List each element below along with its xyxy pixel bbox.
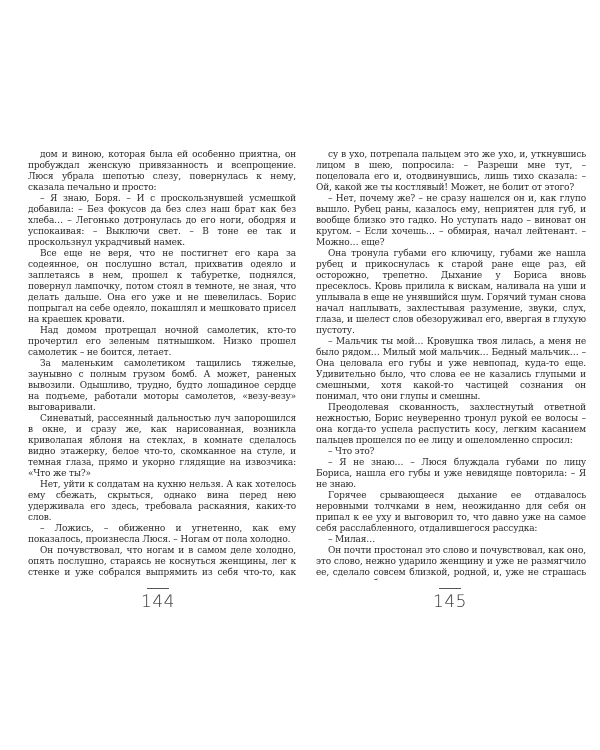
- paragraph: – Нет, почему же? – не сразу нашелся он и, как глупо вышло. Рубец раны, казалось ему, неприятен для губ, и вообще близко это гадко. Но уступать надо – виноват он кругом. – Если хочешь… – обмирая, начал лейтенант. – Можно… еще?: [316, 194, 586, 248]
- left-page: [28, 150, 296, 580]
- paragraph: Синеватый, рассеянный дальностью луч запорошился в окне, и сразу же, как нарисованная, возникла криволапая яблоня на стеклах, в комнате сделалось видно этажерку, белое что-то, скомканное на стуле, и темная глаза, прямо и укорно глядящие на извозчика: «Что же ты?»: [28, 414, 296, 479]
- left-page-text: [28, 150, 296, 580]
- paragraph: Горячее срывающееся дыхание ее отдавалось неровными толчками в нем, неожиданно для себя он припал к ее уху и выговорил то, что давно уже на самое себя расслабленного, отдалившегося рассудка:: [316, 491, 586, 534]
- paragraph: – Мальчик ты мой… Кровушка твоя лилась, а меня не было рядом… Милый мой мальчик… Бедный мальчик… – Она целовала его губы и уже невпопад, куда-то еще. Удивительно было, что слова ее не казались глупыми и смешными, хотя какой-то частицей сознания он понимал, что они глупы и смешны.: [316, 337, 586, 402]
- paragraph: Все еще не веря, что не постигнет его кара за содеянное, он послушно встал, прихватив одеяло и заплетаясь в нем, прошел к табуретке, поднялся, повернул лампочку, потом стоял в темноте, не зная, что делать дальше. Она его уже и не шевелилась. Борис попрыгал на себе одеяло, покашлял и мешковато присел на краешек кровати.: [28, 249, 296, 325]
- page-number: 144: [141, 592, 175, 612]
- paragraph: Над домом протрещал ночной самолетик, кто-то прочертил его зеленым пятнышком. Низко прошел самолетик – не боится, летает.: [28, 326, 296, 358]
- paragraph: За маленьким самолетиком тащились тяжелые, заунывно с полным грузом бомб. А может, раненых вывозили. Одышливо, трудно, будто лошадиное сердце на подъеме, работали моторы самолетов, «везу-везу» выговаривали.: [28, 359, 296, 413]
- right-page: [316, 150, 586, 580]
- paragraph: Он почти простонал это слово и почувствовал, как оно, это слово, нежно ударило женщину и уже не размягчило ее, сделало совсем близкой, родной, и, уже не страшась: [316, 546, 586, 578]
- paragraph: – Я не знаю… – Люся блуждала губами по лицу Бориса, нашла его губы и уже невидяще повторила: – Я не знаю.: [316, 458, 586, 490]
- paragraph: су в ухо, потрепала пальцем это же ухо, и, уткнувшись лицом в шею, попросила: – Разреши мне тут, – поцеловала его и, отодвинувшись, лишь тихо сказала: – Ой, какой же ты костлявый! Может, не болит от этого?: [316, 150, 586, 193]
- paragraph: – Что это?: [328, 447, 375, 457]
- page-number: 145: [433, 592, 467, 612]
- paragraph: дом и виною, которая была ей особенно приятна, он пробуждал женскую привязанность и всепрощение. Люся убрала шепотью слезу, повернулась к нему, сказала печально и просто:: [28, 150, 296, 193]
- paragraph: – Милая…: [328, 535, 376, 545]
- paragraph: Он почувствовал, что ногам и в самом деле холодно, опять послушно, стараясь не коснуться женщины, лег к стенке и уже собрался выпрямить из себя что-то, как: [28, 546, 296, 578]
- folio-rule: [439, 588, 461, 589]
- right-page-text: [316, 150, 586, 580]
- paragraph: Преодолевая скованность, захлестнутый ответной нежностью, Борис неуверенно тронул рукой ее волосы – она когда-то успела распустить косу, легким касанием пальцев прошелся по ее лицу и ошеломленно спросил:: [316, 403, 586, 446]
- folio-rule: [147, 588, 169, 589]
- paragraph: Нет, уйти к солдатам на кухню нельзя. А как хотелось ему сбежать, скрыться, однако вина перед нею удерживала его здесь, требовала раскаяния, каких-то слов.: [28, 480, 296, 523]
- paragraph: – Ложись, – обиженно и угнетенно, как ему показалось, произнесла Люся. – Ногам от пола холодно.: [28, 524, 296, 545]
- right-page-number: [430, 588, 470, 612]
- paragraph: – Я знаю, Боря. – И с проскользнувшей усмешкой добавила: – Без фокусов да без слез наш брат как без хлеба… – Легонько дотронулась до его ноги, ободряя и успокаивая: – Выключи свет. – В тоне ее так и проскользнул украдчивый намек.: [28, 194, 296, 248]
- left-page-number: [138, 588, 178, 612]
- paragraph: Она тронула губами его ключицу, губами же нашла рубец и прикоснулась к старой ране еще раз, ей осторожно, трепетно. Дыхание у Бориса вновь пресеклось. Кровь прилила к вискам, наливала на уши и уплывала в еще не унявшийся шум. Горячий туман снова начал наплывать, захлестывая разумение, звуки, слух, глаза, и шелест слов обезоруживал его, ввергая в глухую пустоту.: [316, 249, 586, 336]
